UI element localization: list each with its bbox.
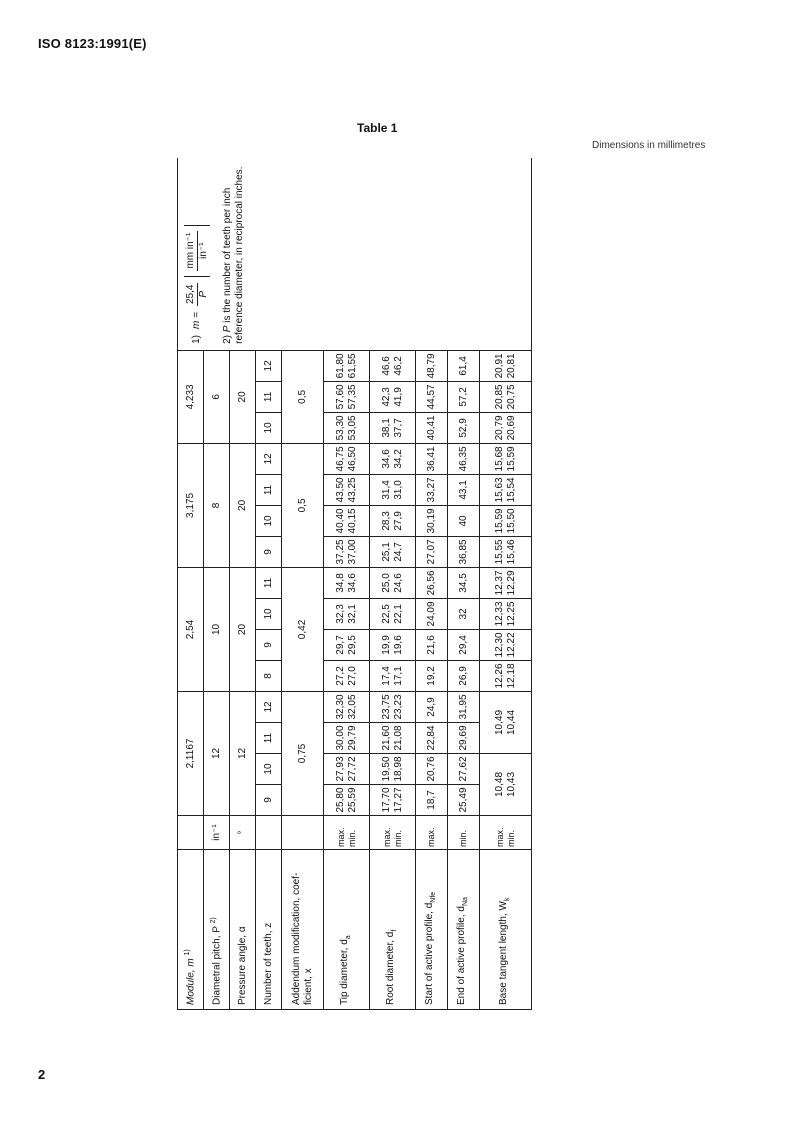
eap-value: 29,4 [448,629,480,660]
eap-value: 46,35 [448,443,480,474]
document-header: ISO 8123:1991(E) [38,36,147,51]
eap-value: 32 [448,598,480,629]
eap-value: 25,49 [448,785,480,816]
pressure-g4: 20 [230,350,256,443]
unit-eap: min. [448,816,480,850]
unit-pressure: ° [230,816,256,850]
tip-value: 25,80 25,59 [324,785,370,816]
teeth-value: 9 [256,629,282,660]
base-value: 15,63 15,54 [480,474,532,505]
root-value: 21,60 21,08 [370,723,416,754]
table-title: Table 1 [357,121,398,135]
tip-value: 32,3 32,1 [324,598,370,629]
base-value: 20,91 20,81 [480,350,532,381]
base-value: 20,79 20,69 [480,412,532,443]
label-addendum: Addendum modification, coef- ficient, x [282,850,324,1010]
pitch-g3: 8 [204,443,230,567]
label-sap: Start of active profile, $d_{Nfe}$ [416,850,448,1010]
label-pressure: Pressure angle, α [230,850,256,1010]
teeth-value: 12 [256,350,282,381]
sap-value: 18,7 [416,785,448,816]
addendum-g4: 0,5 [282,350,324,443]
root-value: 23,75 23,23 [370,691,416,722]
unit-module [178,816,204,850]
tip-value: 34,8 34,6 [324,567,370,598]
base-value: 12,37 12,29 [480,567,532,598]
sap-value: 30,19 [416,505,448,536]
root-value: 28,3 27,9 [370,505,416,536]
root-value: 17,70 17,27 [370,785,416,816]
tip-value: 61,80 61,55 [324,350,370,381]
pitch-g4: 6 [204,350,230,443]
label-teeth: Number of teeth, z [256,850,282,1010]
base-value: 10,49 10,44 [480,691,532,753]
tip-value: 30,00 29,79 [324,723,370,754]
teeth-value: 9 [256,785,282,816]
unit-addendum [282,816,324,850]
label-eap: End of active profile, $d_{Na}$ [448,850,480,1010]
tip-value: 46,75 46,50 [324,443,370,474]
root-value: 34,6 34,2 [370,443,416,474]
unit-pitch: in⁻¹ [204,816,230,850]
eap-value: 57,2 [448,381,480,412]
addendum-g1: 0,75 [282,691,324,815]
root-value: 31,4 31,0 [370,474,416,505]
base-value: 15,55 15,46 [480,536,532,567]
label-base: Base tangent length, $W_k$ [480,850,532,1010]
unit-teeth [256,816,282,850]
eap-value: 26,9 [448,660,480,691]
sap-value: 20,76 [416,754,448,785]
base-value: 20,85 20,75 [480,381,532,412]
module-g2: 2,54 [178,567,204,691]
module-g1: 2,1167 [178,691,204,815]
root-value: 46,6 46,2 [370,350,416,381]
base-value: 15,68 15,59 [480,443,532,474]
sap-value: 21,6 [416,629,448,660]
addendum-g2: 0,42 [282,567,324,691]
sap-value: 44,57 [416,381,448,412]
label-tip: Tip diameter, $d_a$ [324,850,370,1010]
tip-value: 53,30 53,05 [324,412,370,443]
sap-value: 40,41 [416,412,448,443]
root-value: 19,9 19,6 [370,629,416,660]
tip-value: 29,7 29,5 [324,629,370,660]
sap-value: 24,9 [416,691,448,722]
pitch-g2: 10 [204,567,230,691]
module-g3: 3,175 [178,443,204,567]
tip-value: 27,93 27,72 [324,754,370,785]
base-value: 12,30 12,22 [480,629,532,660]
tip-value: 43,50 43,25 [324,474,370,505]
pressure-g3: 20 [230,443,256,567]
eap-value: 52,9 [448,412,480,443]
teeth-value: 10 [256,412,282,443]
eap-value: 43,1 [448,474,480,505]
eap-value: 36,85 [448,536,480,567]
unit-root: max. min. [370,816,416,850]
eap-value: 34,5 [448,567,480,598]
root-value: 38,1 37,7 [370,412,416,443]
label-pitch: Diametral pitch, P $^{2)}$ [204,850,230,1010]
row-module [178,158,204,1010]
unit-tip: max. min. [324,816,370,850]
tip-value: 57,60 57,35 [324,381,370,412]
root-value: 25,0 24,6 [370,567,416,598]
gear-dimensions-table [177,158,532,1010]
page-number: 2 [38,1067,46,1082]
root-value: 42,3 41,9 [370,381,416,412]
teeth-value: 9 [256,536,282,567]
teeth-value: 12 [256,443,282,474]
base-value: 15,59 15,50 [480,505,532,536]
base-value: 12,33 12,25 [480,598,532,629]
eap-value: 61,4 [448,350,480,381]
tip-value: 37,25 37,00 [324,536,370,567]
sap-value: 24,09 [416,598,448,629]
unit-sap: max. [416,816,448,850]
addendum-g3: 0,5 [282,443,324,567]
teeth-value: 10 [256,505,282,536]
sap-value: 26,56 [416,567,448,598]
root-value: 17,4 17,1 [370,660,416,691]
tip-value: 32,30 32,05 [324,691,370,722]
teeth-value: 10 [256,598,282,629]
eap-value: 31,95 [448,691,480,722]
root-value: 25,1 24,7 [370,536,416,567]
eap-value: 27,62 [448,754,480,785]
teeth-value: 11 [256,474,282,505]
footnotes-cell [178,158,532,350]
sap-value: 22,84 [416,723,448,754]
pressure-g1: 12 [230,691,256,815]
sap-value: 33,27 [416,474,448,505]
base-value: 12,26 12,18 [480,660,532,691]
sap-value: 48,79 [416,350,448,381]
teeth-value: 11 [256,567,282,598]
pitch-g1: 12 [204,691,230,815]
rotated-table [177,158,577,1010]
label-root: Root diameter, $d_f$ [370,850,416,1010]
root-value: 22,5 22,1 [370,598,416,629]
pressure-g2: 20 [230,567,256,691]
unit-base: max. min. [480,816,532,850]
teeth-value: 11 [256,723,282,754]
root-value: 19,50 18,98 [370,754,416,785]
teeth-value: 8 [256,660,282,691]
sap-value: 27,07 [416,536,448,567]
tip-value: 27,2 27,0 [324,660,370,691]
tip-value: 40,40 40,15 [324,505,370,536]
rotated-table-frame [177,158,577,1010]
eap-value: 40 [448,505,480,536]
module-g4: 4,233 [178,350,204,443]
teeth-value: 11 [256,381,282,412]
teeth-value: 10 [256,754,282,785]
dimensions-note: Dimensions in millimetres [592,140,706,151]
eap-value: 29,69 [448,723,480,754]
sap-value: 36,41 [416,443,448,474]
footnote-1: 1) m = 25,4 P mm in⁻¹ in⁻¹ [184,164,210,344]
label-module: Module, m $^{1)}$ [178,850,204,1010]
base-value: 10,48 10,43 [480,754,532,816]
sap-value: 19,2 [416,660,448,691]
teeth-value: 12 [256,691,282,722]
footnote-2: 2) P is the number of teeth per inch reference diameter, in reciprocal inches. [222,166,245,344]
